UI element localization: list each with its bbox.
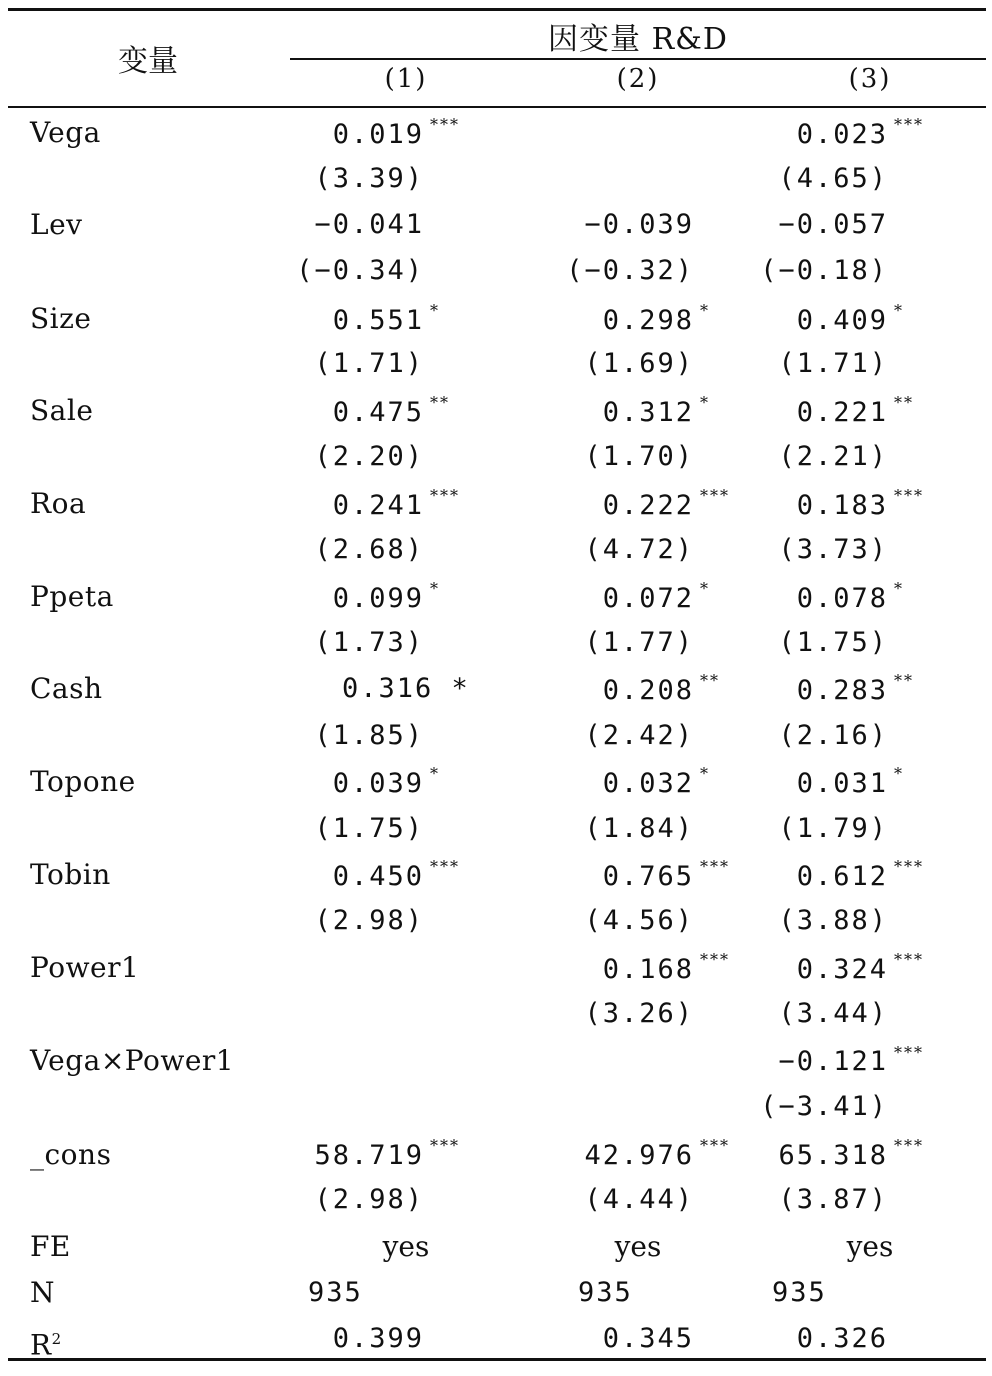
sale-sig-2: * xyxy=(700,393,710,412)
tobin-coef-1: 0.450 xyxy=(332,861,424,892)
sale-sig-3: ** xyxy=(894,393,914,412)
n-value-1: 935 xyxy=(308,1277,363,1308)
row-label-roa: Roa xyxy=(30,487,87,520)
row-label-vega: Vega xyxy=(30,116,101,149)
fe-value-2: yes xyxy=(614,1230,662,1263)
vega-tstat-3: (4.65) xyxy=(778,163,888,194)
sale-coef-2: 0.312 xyxy=(602,397,694,428)
vega-tstat-1: (3.39) xyxy=(314,163,424,194)
fe-value-1: yes xyxy=(382,1230,430,1263)
lev-tstat-2: (−0.32) xyxy=(566,255,694,286)
lev-coef-2: −0.039 xyxy=(584,209,694,240)
tobin-coef-3: 0.612 xyxy=(796,861,888,892)
topone-coef-3: 0.031 xyxy=(796,768,888,799)
vega-power1-sig-3: *** xyxy=(894,1043,924,1062)
power1-tstat-2: (3.26) xyxy=(584,998,694,1029)
roa-sig-3: *** xyxy=(894,486,924,505)
row-label-n: N xyxy=(30,1276,55,1309)
cash-sig-2: ** xyxy=(700,671,720,690)
topone-tstat-3: (1.79) xyxy=(778,813,888,844)
ppeta-coef-1: 0.099 xyxy=(332,583,424,614)
vega-power1-coef-3: −0.121 xyxy=(778,1046,888,1077)
n-value-2: 935 xyxy=(578,1277,633,1308)
cash-tstat-1: (1.85) xyxy=(314,720,424,751)
size-coef-3: 0.409 xyxy=(796,305,888,336)
fe-value-3: yes xyxy=(846,1230,894,1263)
row-label-r2 xyxy=(30,1322,62,1362)
row-label-cash: Cash xyxy=(30,672,103,705)
cash-coef-3: 0.283 xyxy=(796,675,888,706)
r2-label: R xyxy=(30,1328,52,1362)
power1-sig-3: *** xyxy=(894,950,924,969)
ppeta-coef-3: 0.078 xyxy=(796,583,888,614)
tobin-coef-2: 0.765 xyxy=(602,861,694,892)
vega-power1-tstat-3: (−3.41) xyxy=(760,1091,888,1122)
roa-tstat-1: (2.68) xyxy=(314,534,424,565)
header-sub-rule xyxy=(290,58,986,60)
tobin-tstat-3: (3.88) xyxy=(778,905,888,936)
cons-tstat-2: (4.44) xyxy=(584,1184,694,1215)
size-coef-2: 0.298 xyxy=(602,305,694,336)
power1-sig-2: *** xyxy=(700,950,730,969)
roa-tstat-3: (3.73) xyxy=(778,534,888,565)
ppeta-coef-2: 0.072 xyxy=(602,583,694,614)
roa-tstat-2: (4.72) xyxy=(584,534,694,565)
topone-sig-3: * xyxy=(894,764,904,783)
sale-tstat-3: (2.21) xyxy=(778,441,888,472)
cash-tstat-3: (2.16) xyxy=(778,720,888,751)
r2-value-2: 0.345 xyxy=(602,1323,694,1354)
ppeta-sig-2: * xyxy=(700,579,710,598)
roa-coef-3: 0.183 xyxy=(796,490,888,521)
vega-coef-1: 0.019 xyxy=(332,119,424,150)
ppeta-tstat-1: (1.73) xyxy=(314,627,424,658)
r2-value-3: 0.326 xyxy=(796,1323,888,1354)
topone-tstat-1: (1.75) xyxy=(314,813,424,844)
row-label-lev: Lev xyxy=(30,208,83,241)
lev-coef-1: −0.041 xyxy=(314,209,424,240)
roa-sig-1: *** xyxy=(430,486,460,505)
topone-tstat-2: (1.84) xyxy=(584,813,694,844)
ppeta-sig-3: * xyxy=(894,579,904,598)
lev-coef-3: −0.057 xyxy=(778,209,888,240)
topone-coef-1: 0.039 xyxy=(332,768,424,799)
size-sig-1: * xyxy=(430,301,440,320)
column-2-header: (2) xyxy=(616,64,660,94)
size-sig-3: * xyxy=(894,301,904,320)
dependent-variable-header: 因变量 R&D xyxy=(548,22,728,57)
bottom-rule xyxy=(8,1358,986,1361)
sale-coef-3: 0.221 xyxy=(796,397,888,428)
cons-tstat-3: (3.87) xyxy=(778,1184,888,1215)
cash-coef-2: 0.208 xyxy=(602,675,694,706)
cons-tstat-1: (2.98) xyxy=(314,1184,424,1215)
topone-sig-1: * xyxy=(430,764,440,783)
row-label-tobin: Tobin xyxy=(30,858,111,891)
tobin-sig-3: *** xyxy=(894,857,924,876)
sale-tstat-1: (2.20) xyxy=(314,441,424,472)
row-label-size: Size xyxy=(30,302,92,335)
size-tstat-1: (1.71) xyxy=(314,348,424,379)
roa-coef-1: 0.241 xyxy=(332,490,424,521)
size-sig-2: * xyxy=(700,301,710,320)
roa-coef-2: 0.222 xyxy=(602,490,694,521)
tobin-sig-1: *** xyxy=(430,857,460,876)
variable-header: 变量 xyxy=(118,44,178,79)
lev-tstat-1: (−0.34) xyxy=(296,255,424,286)
cash-tstat-2: (2.42) xyxy=(584,720,694,751)
column-1-header: (1) xyxy=(384,64,428,94)
cons-sig-1: *** xyxy=(430,1136,460,1155)
sale-coef-1: 0.475 xyxy=(332,397,424,428)
ppeta-tstat-2: (1.77) xyxy=(584,627,694,658)
sale-sig-1: ** xyxy=(430,393,450,412)
n-value-3: 935 xyxy=(772,1277,827,1308)
top-rule xyxy=(8,8,986,11)
column-3-header: (3) xyxy=(848,64,892,94)
roa-sig-2: *** xyxy=(700,486,730,505)
vega-sig-1: *** xyxy=(430,115,460,134)
ppeta-tstat-3: (1.75) xyxy=(778,627,888,658)
cash-coef-1: 0.316 * xyxy=(342,673,470,704)
power1-coef-2: 0.168 xyxy=(602,954,694,985)
row-label-vega-power1: Vega×Power1 xyxy=(30,1044,235,1077)
sale-tstat-2: (1.70) xyxy=(584,441,694,472)
power1-coef-3: 0.324 xyxy=(796,954,888,985)
vega-coef-3: 0.023 xyxy=(796,119,888,150)
header-rule xyxy=(8,106,986,108)
tobin-tstat-2: (4.56) xyxy=(584,905,694,936)
row-label-cons: _cons xyxy=(30,1138,112,1171)
cons-sig-2: *** xyxy=(700,1136,730,1155)
topone-coef-2: 0.032 xyxy=(602,768,694,799)
row-label-sale: Sale xyxy=(30,394,94,427)
r2-value-1: 0.399 xyxy=(332,1323,424,1354)
size-tstat-3: (1.71) xyxy=(778,348,888,379)
row-label-power1: Power1 xyxy=(30,951,140,984)
row-label-topone: Topone xyxy=(30,765,136,798)
topone-sig-2: * xyxy=(700,764,710,783)
cons-sig-3: *** xyxy=(894,1136,924,1155)
cons-coef-3: 65.318 xyxy=(778,1140,888,1171)
cash-sig-3: ** xyxy=(894,671,914,690)
row-label-fe: FE xyxy=(30,1230,71,1263)
cons-coef-2: 42.976 xyxy=(584,1140,694,1171)
cons-coef-1: 58.719 xyxy=(314,1140,424,1171)
size-coef-1: 0.551 xyxy=(332,305,424,336)
tobin-sig-2: *** xyxy=(700,857,730,876)
row-label-ppeta: Ppeta xyxy=(30,580,114,613)
vega-sig-3: *** xyxy=(894,115,924,134)
tobin-tstat-1: (2.98) xyxy=(314,905,424,936)
size-tstat-2: (1.69) xyxy=(584,348,694,379)
power1-tstat-3: (3.44) xyxy=(778,998,888,1029)
ppeta-sig-1: * xyxy=(430,579,440,598)
r2-superscript: 2 xyxy=(51,1330,62,1348)
lev-tstat-3: (−0.18) xyxy=(760,255,888,286)
